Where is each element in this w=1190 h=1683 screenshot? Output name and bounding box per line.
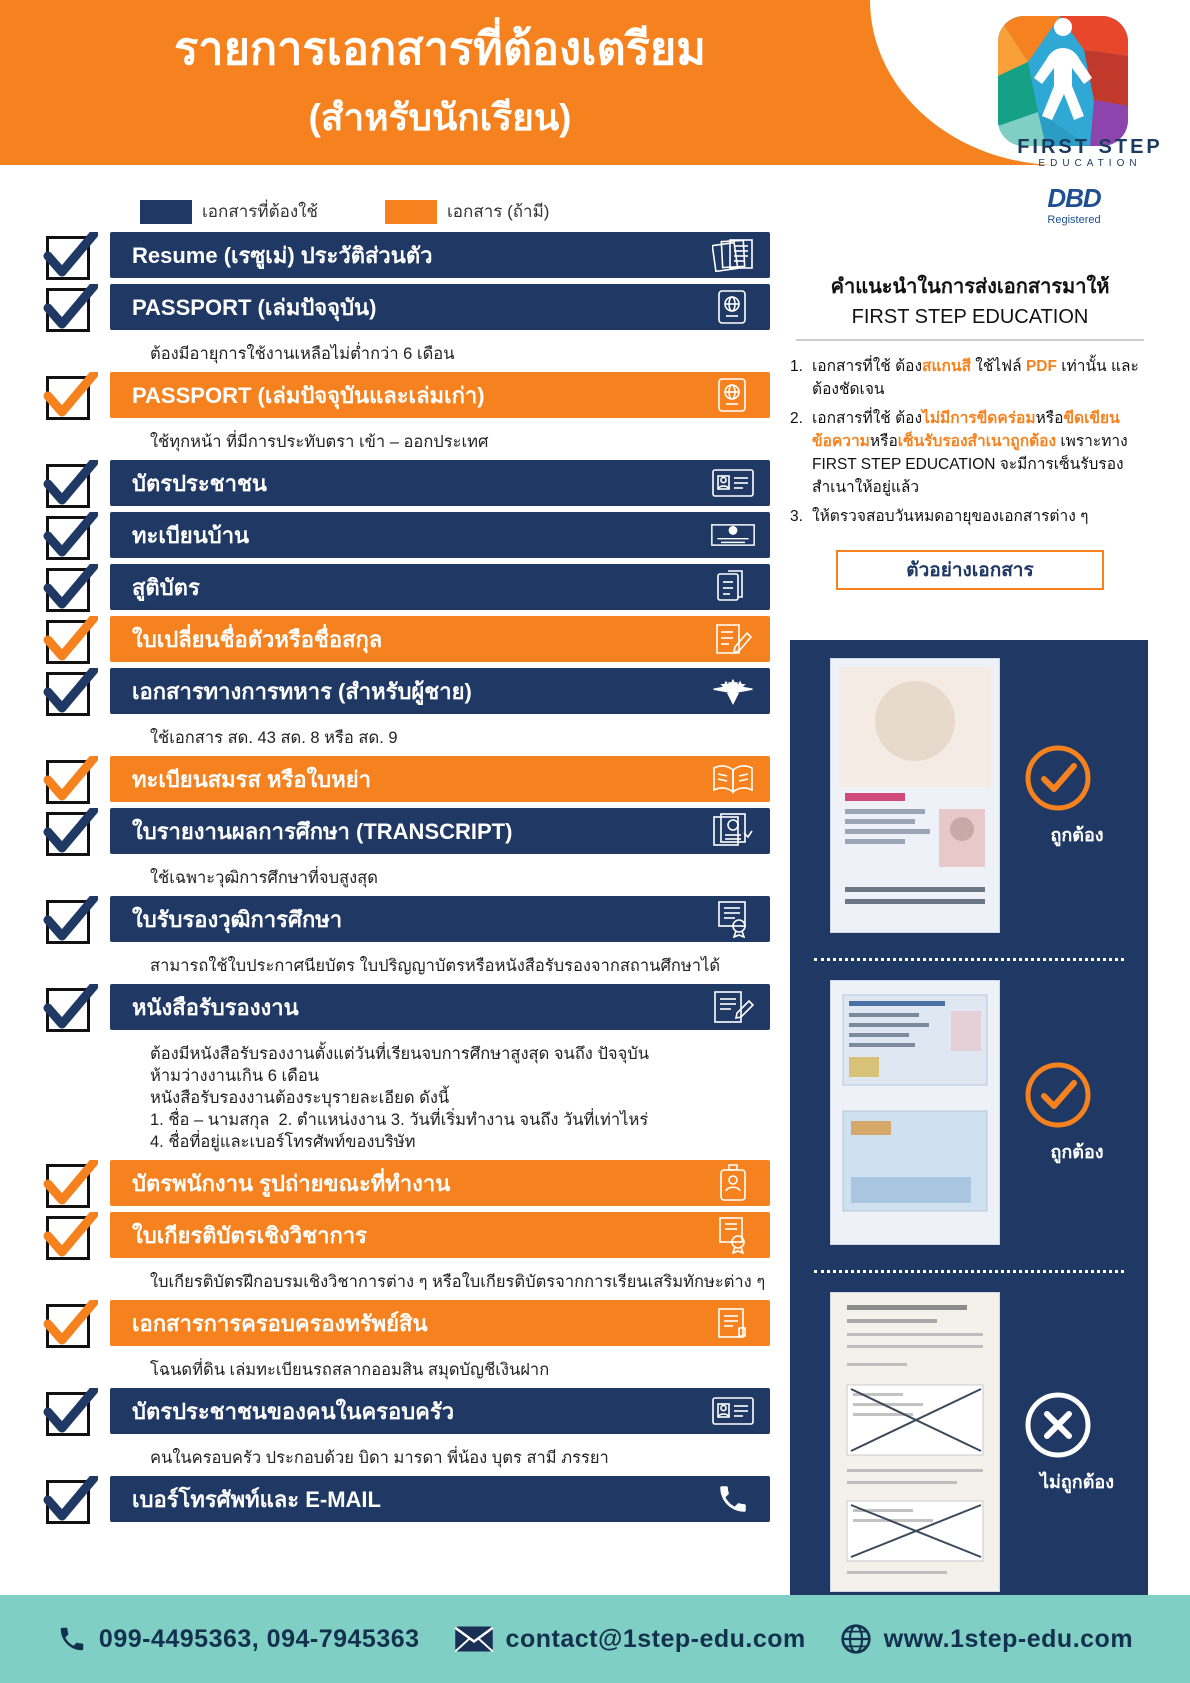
passport-icon [710,377,756,413]
logo-mosaic-icon [998,16,1128,146]
legend-swatch-required [140,200,192,224]
email-icon [454,1625,494,1653]
advice-item-text: เอกสารที่ใช้ ต้องไม่มีการขีดคร่อมหรือขีดเขียนข้อความหรือเซ็นรับรองสำเนาถูกต้อง เพราะทาง FIRST STEP EDUCATION จะมีการเซ็นรับรองสำเนาให้อยู่แล้ว [812,410,1128,496]
resume-icon [710,237,756,273]
checkbox[interactable] [40,564,98,616]
checklist-item [40,616,770,668]
advice-item-text: ให้ตรวจสอบวันหมดอายุของเอกสารต่าง ๆ [812,508,1089,525]
advice-item-number: 1. [790,358,803,375]
checkmark-icon [40,284,98,336]
logo-tile [998,16,1128,146]
checklist-item-bar[interactable] [110,1212,770,1258]
checkbox[interactable] [40,284,98,336]
checklist-item-note: ใช้เฉพาะวุฒิการศึกษาที่จบสูงสุด [150,869,378,887]
checkbox-tick [40,1160,98,1212]
dbd-registered: Registered [1047,214,1101,226]
checkbox-tick [40,616,98,668]
checkmark-icon [40,1300,98,1352]
checkbox[interactable] [40,1300,98,1352]
checklist-item-note: ต้องมีหนังสือรับรองงานตั้งแต่วันที่เรียนจบการศึกษาสูงสุด จนถึง ปัจจุบัน ห้ามว่างงานเกิน 6 เดือน หนังสือรับรองงานต้องระบุรายละเอียด ดังนี้ 1. ชื่อ – นามสกุล 2. ตำแหน่งงาน 3. วันที่เริ่มทำงาน จนถึง วันที่เท่าไหร่ 4. ชื่อที่อยู่และเบอร์โทรศัพท์ของบริษัท [150,1045,650,1151]
checklist-item-bar[interactable] [110,564,770,610]
dbd-text: DBD [1047,183,1101,213]
checklist-item [40,1388,770,1476]
checklist-item-bar[interactable] [110,284,770,330]
checklist-item [40,896,770,984]
checkbox-tick [40,564,98,616]
house-registration-icon [710,517,756,553]
checklist-item-label: ใบเปลี่ยนชื่อตัวหรือชื่อสกุล [132,626,383,652]
id-card-icon [710,1393,756,1429]
checklist-item-label: เบอร์โทรศัพท์และ E-MAIL [132,1486,381,1512]
checkmark-icon [40,616,98,668]
checkbox[interactable] [40,232,98,284]
divider [814,1270,1124,1273]
checklist-item-label: ทะเบียนสมรส หรือใบหย่า [132,766,372,792]
military-icon [710,673,756,709]
phone-icon [710,1481,756,1517]
checkbox[interactable] [40,756,98,808]
checkbox-tick [40,460,98,512]
id-card-sample-image [830,980,1000,1245]
checklist-item-label: Resume (เรซูเม่) ประวัติส่วนตัว [132,242,433,268]
footer-email[interactable] [454,1625,806,1654]
id-card-icon [710,465,756,501]
checklist-item [40,668,770,756]
checkbox-tick [40,896,98,948]
advice-list [790,355,1150,528]
checklist-item-note: โฉนดที่ดิน เล่มทะเบียนรถสลากออมสิน สมุดบัญชีเงินฝาก [150,1361,550,1379]
checkmark-icon [40,896,98,948]
checkmark-icon [40,460,98,512]
checklist-item-bar[interactable] [110,668,770,714]
checklist-item-label: PASSPORT (เล่มปัจจุบันและเล่มเก่า) [132,382,485,408]
checkbox[interactable] [40,1476,98,1528]
checkbox-tick [40,512,98,564]
verdict-block [1022,1389,1132,1496]
checklist-item [40,808,770,896]
sample-documents-button[interactable]: ตัวอย่างเอกสาร [836,550,1104,590]
checkbox[interactable] [40,372,98,424]
crossed-document-sample-image [830,1292,1000,1592]
footer-website-text: www.1step-edu.com [883,1624,1134,1653]
checkbox[interactable] [40,808,98,860]
checklist-item-note: ต้องมีอายุการใช้งานเหลือไม่ต่ำกว่า 6 เดือน [150,345,455,363]
advice-title: คำแนะนำในการส่งเอกสารมาให้ [830,276,1110,298]
checklist-item-bar[interactable] [110,896,770,942]
checklist-item-note: ใช้เอกสาร สด. 43 สด. 8 หรือ สด. 9 [150,729,398,747]
globe-icon [840,1623,872,1655]
advice-item-number: 2. [790,410,803,427]
work-letter-icon [710,989,756,1025]
checklist-item [40,564,770,616]
checkbox-tick [40,668,98,720]
checkbox-tick [40,1300,98,1352]
legend-optional [385,198,549,225]
checkmark-icon [40,1476,98,1528]
checkmark-icon [40,1212,98,1264]
checkmark-icon [40,984,98,1036]
checklist-item-label: บัตรประชาชน [132,470,267,496]
legend-label-required: เอกสารที่ต้องใช้ [202,202,318,221]
checklist-item [40,1160,770,1212]
page-title: รายการเอกสารที่ต้องเตรียม [174,23,706,74]
divider [796,339,1144,341]
certificate-icon [710,901,756,937]
checklist-item [40,512,770,564]
sample-verdict: ไม่ถูกต้อง [1039,1471,1114,1492]
checkbox-tick [40,756,98,808]
check-circle-icon [1022,1059,1094,1131]
footer-website[interactable] [840,1623,1133,1655]
checkbox[interactable] [40,1212,98,1264]
checkbox[interactable] [40,1388,98,1440]
checklist-item-label: เอกสารทางการทหาร (สำหรับผู้ชาย) [132,678,472,704]
checklist-item [40,1212,770,1300]
passport-icon [710,289,756,325]
checklist-item-label: หนังสือรับรองงาน [132,994,299,1020]
sample-verdict: ถูกต้อง [1050,1142,1104,1162]
checklist-item-label: เอกสารการครอบครองทรัพย์สิน [132,1310,428,1336]
sample-row [790,980,1148,1245]
checklist-item [40,372,770,460]
checkmark-icon [40,808,98,860]
footer-email-text: contact@1step-edu.com [505,1624,806,1653]
checklist-item-bar[interactable] [110,1388,770,1434]
advice-item [790,407,1150,499]
verdict-block [1022,1059,1132,1166]
legend-swatch-optional [385,200,437,224]
brand-name: FIRST STEP [1017,136,1163,158]
checkbox-tick [40,1388,98,1440]
checklist-item-bar[interactable] [110,756,770,802]
checklist-item [40,756,770,808]
checklist-item-bar[interactable] [110,512,770,558]
passport-sample-image [830,658,1000,933]
checkbox[interactable] [40,616,98,668]
page-subtitle: (สำหรับนักเรียน) [308,97,572,138]
checklist-item-bar[interactable] [110,984,770,1030]
checklist-item [40,1300,770,1388]
checklist-item-label: PASSPORT (เล่มปัจจุบัน) [132,294,377,320]
checkbox[interactable] [40,896,98,948]
checkbox-tick [40,372,98,424]
page-footer [0,1595,1190,1683]
advice-item-number: 3. [790,508,803,525]
checkmark-icon [40,372,98,424]
phone-icon [57,1624,87,1654]
advice-item [790,355,1150,401]
checklist-item-label: บัตรประชาชนของคนในครอบครัว [132,1398,455,1424]
checklist-item-label: ใบเกียรติบัตรเชิงวิชาการ [132,1222,367,1248]
passport-page-icon [831,659,999,932]
checklist-item-bar[interactable] [110,616,770,662]
checkmark-icon [40,232,98,284]
checklist-item-label: ทะเบียนบ้าน [132,522,250,548]
checklist-item-label: บัตรพนักงาน รูปถ่ายขณะที่ทำงาน [132,1170,451,1196]
checkmark-icon [40,1388,98,1440]
verdict-block [1022,742,1132,849]
document-checklist [40,232,770,1528]
checkbox-tick [40,232,98,284]
legend-required [140,198,318,225]
sample-row [790,658,1148,933]
sample-documents-panel [790,640,1148,1640]
checkmark-icon [40,564,98,616]
footer-phone-text: 099-4495363, 094-7945363 [98,1624,420,1653]
award-icon [710,1217,756,1253]
checklist-item-note: สามารถใช้ใบประกาศนียบัตร ใบปริญญาบัตรหรือหนังสือรับรองจากสถานศึกษาได้ [150,957,721,975]
advice-item [790,505,1150,528]
name-change-icon [710,621,756,657]
checklist-item-bar[interactable] [110,232,770,278]
checkmark-icon [40,1160,98,1212]
checklist-item-bar[interactable] [110,1300,770,1346]
sample-row [790,1292,1148,1592]
checkmark-icon [40,668,98,720]
property-icon [710,1305,756,1341]
checkbox[interactable] [40,668,98,720]
brand-subtitle: EDUCATION [1038,158,1142,169]
checkbox-tick [40,984,98,1036]
checkbox-tick [40,284,98,336]
divider [814,958,1124,961]
checkmark-icon [40,756,98,808]
advice-panel [790,270,1150,1492]
footer-phone[interactable] [57,1624,420,1654]
checklist-item [40,284,770,372]
checklist-item-note: ใช้ทุกหน้า ที่มีการประทับตรา เข้า – ออกประเทศ [150,433,489,451]
checkbox[interactable] [40,512,98,564]
checkbox-tick [40,1476,98,1528]
id-card-icon [831,981,999,1244]
transcript-icon [710,813,756,849]
checklist-item-label: ใบรับรองวุฒิการศึกษา [132,906,343,932]
checklist-item [40,1476,770,1528]
advice-item-text: เอกสารที่ใช้ ต้องสแกนสี ใช้ไฟล์ PDF เท่านั้น และต้องชัดเจน [812,358,1139,398]
checklist-item [40,984,770,1160]
checklist-item-bar[interactable] [110,1476,770,1522]
checklist-item-note: คนในครอบครัว ประกอบด้วย บิดา มารดา พี่น้อง บุตร สามี ภรรยา [150,1449,609,1467]
checkmark-icon [40,512,98,564]
checklist-item-bar[interactable] [110,460,770,506]
checklist-item-bar[interactable] [110,1160,770,1206]
advice-subtitle: FIRST STEP EDUCATION [851,306,1089,328]
checklist-item-label: สูติบัตร [132,574,200,600]
employee-badge-icon [710,1165,756,1201]
checklist-item-bar[interactable] [110,372,770,418]
marriage-icon [710,761,756,797]
crossed-document-icon [831,1293,999,1591]
checklist-item [40,460,770,512]
dbd-badge [1014,183,1134,226]
checkbox[interactable] [40,460,98,512]
checklist-item-label: ใบรายงานผลการศึกษา (TRANSCRIPT) [132,818,513,844]
cross-circle-icon [1022,1389,1094,1461]
checkbox-tick [40,1212,98,1264]
checkbox[interactable] [40,1160,98,1212]
logo [998,16,1142,150]
sample-verdict: ถูกต้อง [1050,825,1104,845]
checklist-item-bar[interactable] [110,808,770,854]
legend-label-optional: เอกสาร (ถ้ามี) [447,202,550,221]
checkbox[interactable] [40,984,98,1036]
checkbox-tick [40,808,98,860]
checklist-item-note: ใบเกียรติบัตรฝึกอบรมเชิงวิชาการต่าง ๆ หรือใบเกียรติบัตรจากการเรียนเสริมทักษะต่าง ๆ [150,1273,766,1291]
checklist-item [40,232,770,284]
document-icon [710,569,756,605]
check-circle-icon [1022,742,1094,814]
